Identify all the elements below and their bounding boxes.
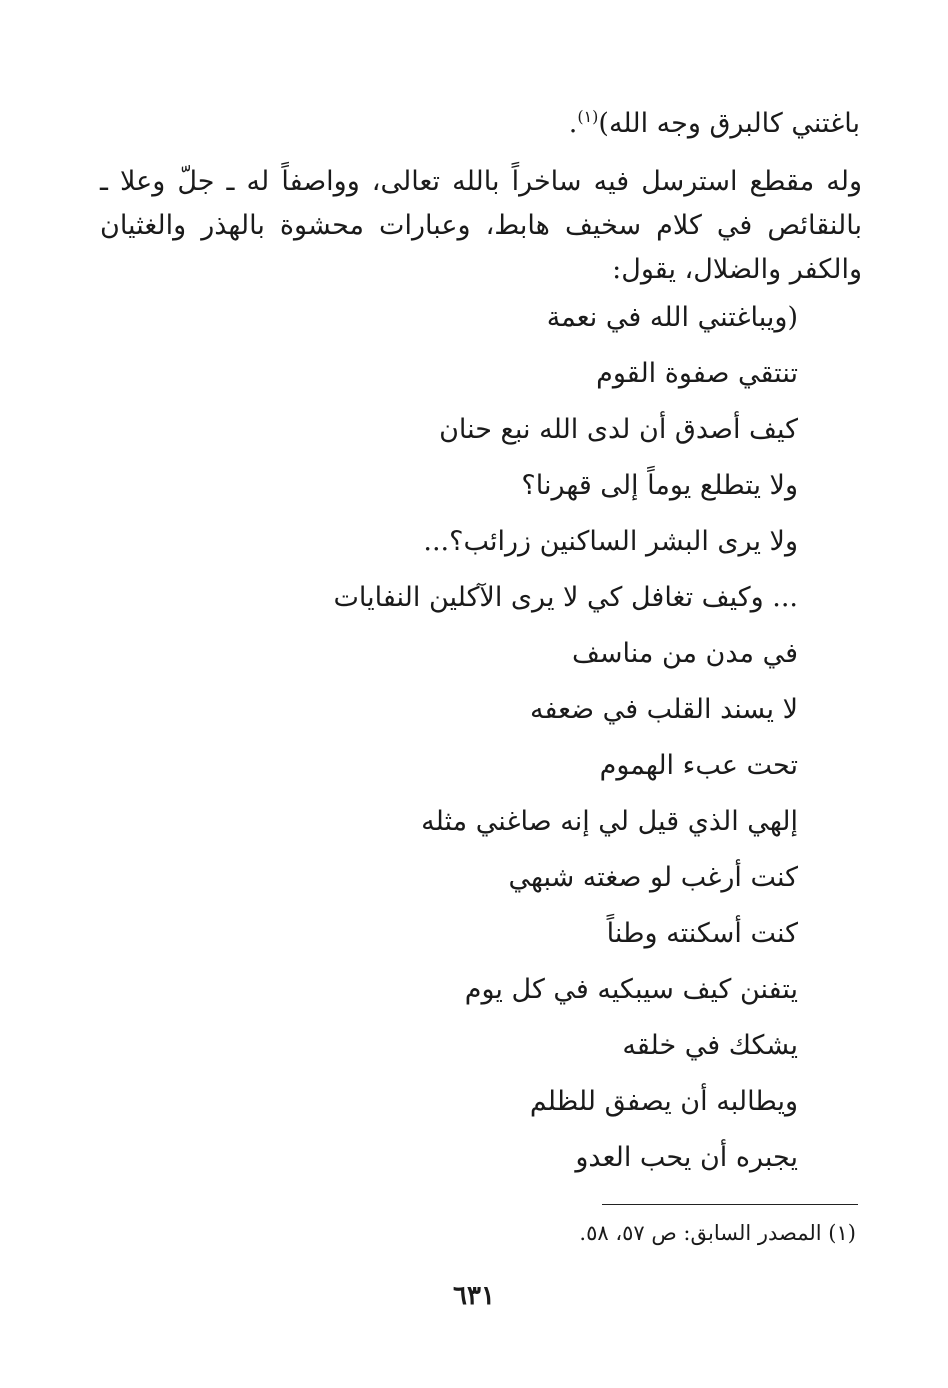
body-paragraph: وله مقطع استرسل فيه ساخراً بالله تعالى، وواصفاً له ـ جلّ وعلا ـ بالنقائص في كلام سخيف هابط، وعبارات محشوة بالهذر والغثيان والكفر والضلال، يقول: <box>100 166 862 285</box>
poem-verse: ويطالبه أن يصفق للظلم <box>529 1086 798 1117</box>
poem-verse: لا يسند القلب في ضعفه <box>530 694 798 725</box>
page-number: ٦٣١ <box>453 1281 495 1311</box>
poem-verse: تحت عبء الهموم <box>599 750 798 781</box>
poem-verse: يشكك في خلقه <box>622 1030 798 1061</box>
body-line-1-end: . <box>568 108 578 139</box>
poem-verse: كنت أسكنته وطناً <box>606 918 798 949</box>
poem-verse: يجبره أن يحب العدو <box>575 1142 798 1173</box>
poem-verse: في مدن من مناسف <box>571 638 798 669</box>
poem-verse: كنت أرغب لو صغته شبهي <box>508 862 798 893</box>
footnote: (١) المصدر السابق: ص ٥٧، ٥٨. <box>579 1221 856 1245</box>
poem-verse: ولا يتطلع يوماً إلى قهرنا؟ <box>521 470 798 501</box>
poem-verse: يتفنن كيف سيبكيه في كل يوم <box>464 974 798 1005</box>
poem-verse: كيف أصدق أن لدى الله نبع حنان <box>439 414 798 445</box>
footnote-divider <box>602 1204 858 1205</box>
body-line-1 <box>569 104 860 144</box>
body-line-1-text: باغتني كالبرق وجه الله) <box>598 108 860 139</box>
footnote-reference[interactable]: (١) <box>577 107 599 126</box>
poem-verse: إلهي الذي قيل لي إنه صاغني مثله <box>421 806 798 837</box>
poem-verse: ... وكيف تغافل كي لا يرى الآكلين النفايات <box>333 582 798 613</box>
poem-verse: تنتقي صفوة القوم <box>596 358 798 389</box>
poem-verse: ولا يرى البشر الساكنين زرائب؟... <box>423 526 798 557</box>
poem-verse: (ويباغتني الله في نعمة <box>546 302 798 333</box>
